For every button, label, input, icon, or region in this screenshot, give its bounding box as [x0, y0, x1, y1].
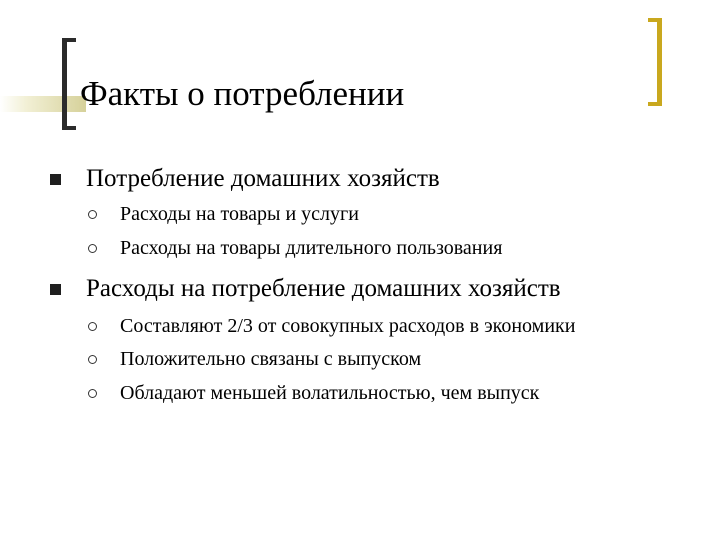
ring-bullet-icon	[88, 322, 97, 331]
square-bullet-icon	[50, 174, 61, 185]
ring-bullet-icon	[88, 355, 97, 364]
square-bullet-icon	[50, 284, 61, 295]
bullet-level1: Расходы на потребление домашних хозяйств	[86, 275, 561, 302]
bullet-level2: Положительно связаны с выпуском	[120, 348, 422, 370]
ring-bullet-icon	[88, 389, 97, 398]
slide-title: Факты о потреблении	[80, 74, 405, 113]
ring-bullet-icon	[88, 210, 97, 219]
right-bracket-decoration	[648, 18, 662, 106]
left-bracket-decoration	[62, 38, 76, 130]
bullet-level2: Обладают меньшей волатильностью, чем выпуск	[120, 382, 540, 404]
bullet-level2: Составляют 2/3 от совокупных расходов в экономики	[120, 315, 576, 337]
bullet-level2: Расходы на товары длительного пользования	[120, 237, 503, 259]
bullet-level1: Потребление домашних хозяйств	[86, 165, 440, 192]
ring-bullet-icon	[88, 244, 97, 253]
bullet-level2: Расходы на товары и услуги	[120, 203, 359, 225]
